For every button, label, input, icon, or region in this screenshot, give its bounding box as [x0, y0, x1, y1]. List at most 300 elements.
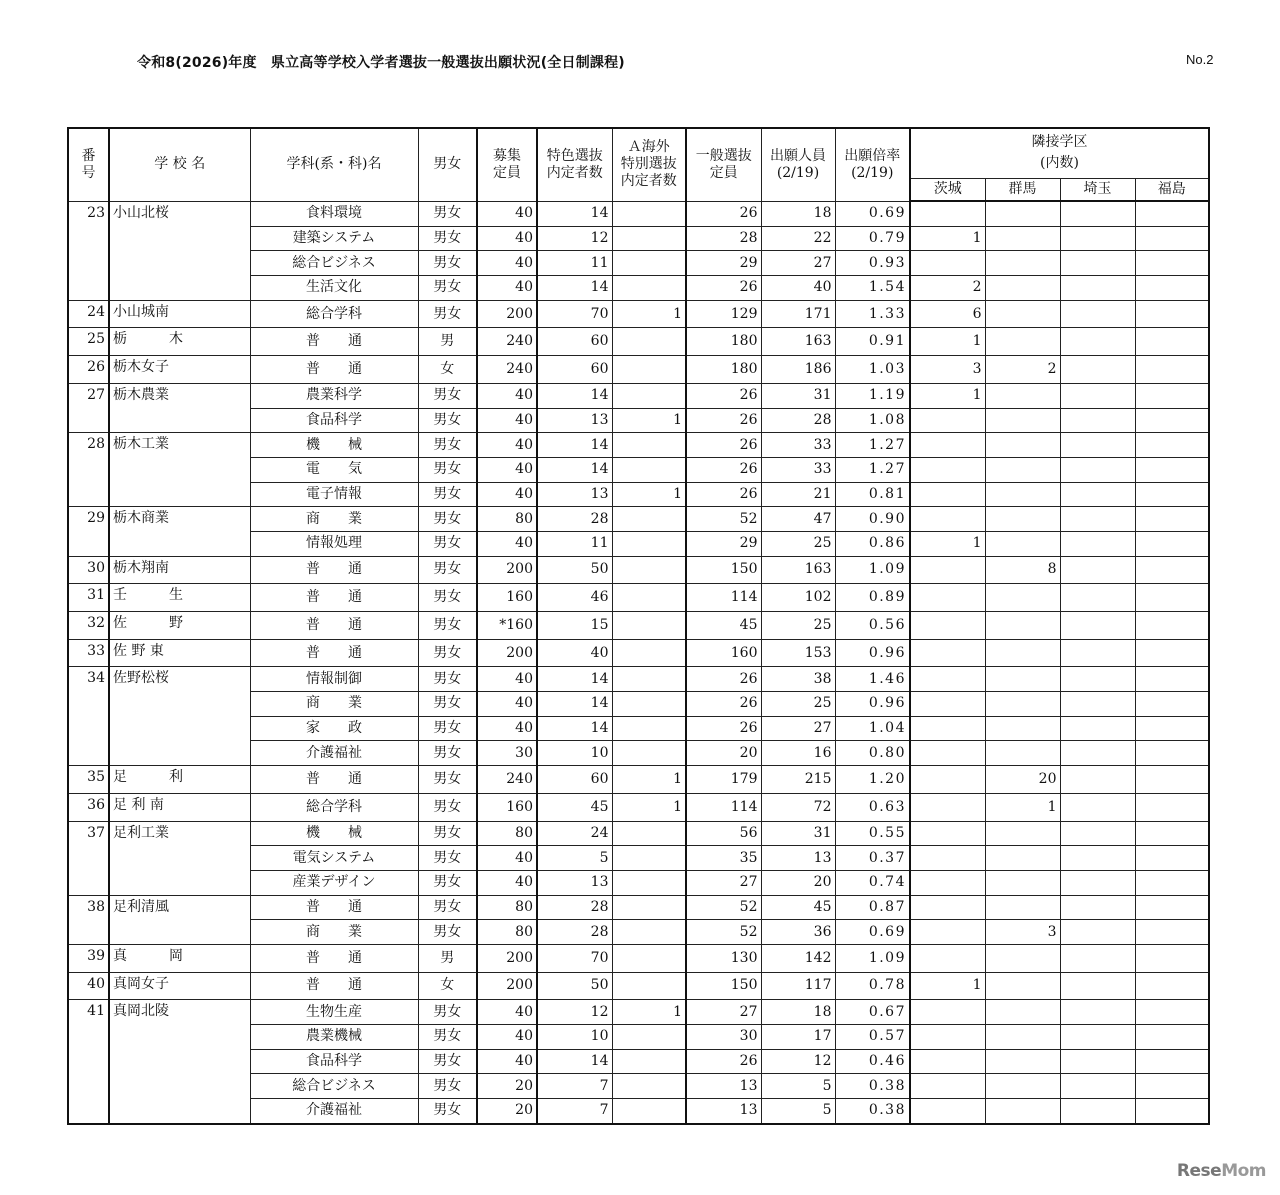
cell-fukushima	[1135, 692, 1209, 717]
school-name: 足 利	[109, 766, 250, 794]
cell-fukushima	[1135, 870, 1209, 895]
cell-tokushoku: 60	[537, 328, 612, 356]
cell-capacity: 40	[477, 201, 537, 226]
cell-capacity: 40	[477, 226, 537, 251]
cell-saitama	[1060, 1099, 1135, 1124]
cell-tokushoku: 14	[537, 433, 612, 458]
cell-fukushima	[1135, 300, 1209, 328]
cell-fukushima	[1135, 716, 1209, 741]
cell-sex: 男女	[418, 276, 477, 301]
cell-applicants: 47	[761, 507, 835, 532]
cell-applicants: 17	[761, 1025, 835, 1050]
cell-tokushoku: 14	[537, 716, 612, 741]
cell-ibaraki	[910, 870, 985, 895]
cell-tokushoku: 60	[537, 766, 612, 794]
cell-applicants: 18	[761, 201, 835, 226]
cell-sex: 男女	[418, 507, 477, 532]
cell-applicants: 186	[761, 356, 835, 384]
cell-ibaraki	[910, 639, 985, 667]
cell-kaigai	[612, 457, 686, 482]
table-row	[68, 556, 1209, 584]
cell-sex: 男女	[418, 766, 477, 794]
cell-saitama	[1060, 895, 1135, 920]
cell-kaigai: 1	[612, 482, 686, 507]
cell-sex: 男女	[418, 846, 477, 871]
cell-tokushoku: 50	[537, 556, 612, 584]
cell-kaigai	[612, 846, 686, 871]
cell-capacity: 40	[477, 846, 537, 871]
cell-department: 普 通	[250, 639, 418, 667]
cell-ibaraki	[910, 821, 985, 846]
cell-ibaraki	[910, 584, 985, 612]
table-row	[68, 584, 1209, 612]
cell-ippan-capacity: 150	[686, 556, 761, 584]
cell-ratio: 0.57	[835, 1025, 910, 1050]
school-name: 真岡女子	[109, 972, 250, 1000]
cell-department: 食品科学	[250, 1049, 418, 1074]
cell-ibaraki: 1	[910, 226, 985, 251]
cell-capacity: 80	[477, 895, 537, 920]
cell-gunma: 8	[985, 556, 1060, 584]
cell-sex: 男女	[418, 1025, 477, 1050]
cell-fukushima	[1135, 766, 1209, 794]
application-status-table	[67, 127, 1210, 1125]
cell-tokushoku: 70	[537, 300, 612, 328]
cell-kaigai: 1	[612, 766, 686, 794]
cell-applicants: 22	[761, 226, 835, 251]
cell-tokushoku: 12	[537, 226, 612, 251]
cell-gunma	[985, 531, 1060, 556]
cell-gunma	[985, 1099, 1060, 1124]
cell-saitama	[1060, 1049, 1135, 1074]
cell-department: 機 械	[250, 821, 418, 846]
cell-ibaraki: 1	[910, 328, 985, 356]
cell-ippan-capacity: 26	[686, 667, 761, 692]
cell-gunma	[985, 507, 1060, 532]
cell-gunma	[985, 251, 1060, 276]
cell-gunma	[985, 226, 1060, 251]
cell-gunma	[985, 383, 1060, 408]
school-number: 32	[68, 612, 109, 640]
cell-gunma	[985, 716, 1060, 741]
cell-ratio: 0.37	[835, 846, 910, 871]
cell-ratio: 0.46	[835, 1049, 910, 1074]
cell-capacity: 40	[477, 408, 537, 433]
cell-fukushima	[1135, 895, 1209, 920]
cell-department: 普 通	[250, 895, 418, 920]
cell-capacity: 240	[477, 328, 537, 356]
school-name: 栃木工業	[109, 433, 250, 507]
cell-ibaraki	[910, 692, 985, 717]
cell-applicants: 25	[761, 612, 835, 640]
cell-sex: 男女	[418, 612, 477, 640]
school-name: 栃 木	[109, 328, 250, 356]
cell-ippan-capacity: 129	[686, 300, 761, 328]
table-row	[68, 383, 1209, 408]
cell-ippan-capacity: 114	[686, 793, 761, 821]
cell-applicants: 16	[761, 741, 835, 766]
cell-saitama	[1060, 356, 1135, 384]
cell-capacity: 20	[477, 1074, 537, 1099]
cell-ippan-capacity: 26	[686, 408, 761, 433]
cell-ibaraki	[910, 846, 985, 871]
school-number: 29	[68, 507, 109, 556]
cell-ratio: 0.93	[835, 251, 910, 276]
cell-fukushima	[1135, 1049, 1209, 1074]
cell-kaigai	[612, 226, 686, 251]
cell-gunma	[985, 201, 1060, 226]
cell-department: 普 通	[250, 556, 418, 584]
cell-tokushoku: 28	[537, 895, 612, 920]
cell-fukushima	[1135, 328, 1209, 356]
cell-applicants: 28	[761, 408, 835, 433]
school-name: 栃木農業	[109, 383, 250, 432]
cell-saitama	[1060, 741, 1135, 766]
school-name: 小山城南	[109, 300, 250, 328]
cell-sex: 男	[418, 944, 477, 972]
cell-sex: 男女	[418, 201, 477, 226]
cell-ibaraki	[910, 251, 985, 276]
cell-fukushima	[1135, 556, 1209, 584]
cell-department: 建築システム	[250, 226, 418, 251]
cell-tokushoku: 40	[537, 639, 612, 667]
cell-kaigai	[612, 383, 686, 408]
cell-capacity: 40	[477, 1000, 537, 1025]
cell-department: 総合学科	[250, 793, 418, 821]
cell-applicants: 31	[761, 821, 835, 846]
cell-applicants: 45	[761, 895, 835, 920]
cell-ratio: 0.79	[835, 226, 910, 251]
cell-ratio: 0.96	[835, 639, 910, 667]
cell-ratio: 1.20	[835, 766, 910, 794]
school-number: 36	[68, 793, 109, 821]
header-capacity: 募集 定員	[477, 128, 537, 201]
cell-applicants: 5	[761, 1074, 835, 1099]
cell-gunma	[985, 1025, 1060, 1050]
cell-ibaraki: 1	[910, 383, 985, 408]
cell-ippan-capacity: 52	[686, 895, 761, 920]
cell-tokushoku: 10	[537, 741, 612, 766]
cell-gunma	[985, 1000, 1060, 1025]
cell-tokushoku: 14	[537, 276, 612, 301]
cell-ibaraki	[910, 201, 985, 226]
cell-ippan-capacity: 56	[686, 821, 761, 846]
cell-ratio: 0.74	[835, 870, 910, 895]
cell-department: 農業機械	[250, 1025, 418, 1050]
cell-capacity: 200	[477, 556, 537, 584]
cell-department: 電子情報	[250, 482, 418, 507]
school-number: 30	[68, 556, 109, 584]
cell-capacity: *160	[477, 612, 537, 640]
cell-kaigai	[612, 612, 686, 640]
cell-applicants: 21	[761, 482, 835, 507]
cell-sex: 男女	[418, 457, 477, 482]
cell-applicants: 27	[761, 251, 835, 276]
cell-ippan-capacity: 26	[686, 383, 761, 408]
cell-ratio: 0.69	[835, 920, 910, 945]
cell-tokushoku: 14	[537, 201, 612, 226]
cell-ratio: 1.04	[835, 716, 910, 741]
table-row	[68, 944, 1209, 972]
cell-ibaraki	[910, 408, 985, 433]
cell-capacity: 240	[477, 766, 537, 794]
school-number: 34	[68, 667, 109, 766]
school-number: 37	[68, 821, 109, 895]
cell-ratio: 1.33	[835, 300, 910, 328]
table-row	[68, 201, 1209, 226]
cell-tokushoku: 7	[537, 1099, 612, 1124]
cell-kaigai	[612, 1099, 686, 1124]
cell-saitama	[1060, 226, 1135, 251]
cell-ippan-capacity: 28	[686, 226, 761, 251]
school-number: 35	[68, 766, 109, 794]
cell-applicants: 171	[761, 300, 835, 328]
cell-ippan-capacity: 13	[686, 1074, 761, 1099]
school-name: 足 利 南	[109, 793, 250, 821]
cell-applicants: 12	[761, 1049, 835, 1074]
cell-saitama	[1060, 1025, 1135, 1050]
cell-capacity: 20	[477, 1099, 537, 1124]
cell-fukushima	[1135, 201, 1209, 226]
cell-capacity: 160	[477, 793, 537, 821]
cell-ratio: 0.89	[835, 584, 910, 612]
cell-tokushoku: 10	[537, 1025, 612, 1050]
school-name: 小山北桜	[109, 201, 250, 300]
cell-sex: 男女	[418, 251, 477, 276]
cell-applicants: 31	[761, 383, 835, 408]
cell-applicants: 163	[761, 328, 835, 356]
school-name: 佐 野	[109, 612, 250, 640]
cell-department: 普 通	[250, 584, 418, 612]
cell-saitama	[1060, 920, 1135, 945]
cell-department: 普 通	[250, 766, 418, 794]
header-ippan-capacity: 一般選抜 定員	[686, 128, 761, 201]
cell-ratio: 1.19	[835, 383, 910, 408]
cell-gunma	[985, 692, 1060, 717]
cell-fukushima	[1135, 920, 1209, 945]
cell-ibaraki	[910, 667, 985, 692]
cell-ippan-capacity: 13	[686, 1099, 761, 1124]
cell-kaigai	[612, 1074, 686, 1099]
cell-ippan-capacity: 180	[686, 356, 761, 384]
cell-capacity: 40	[477, 433, 537, 458]
cell-ratio: 0.90	[835, 507, 910, 532]
cell-capacity: 200	[477, 300, 537, 328]
school-number: 31	[68, 584, 109, 612]
cell-saitama	[1060, 408, 1135, 433]
cell-ratio: 1.09	[835, 944, 910, 972]
cell-fukushima	[1135, 433, 1209, 458]
cell-tokushoku: 11	[537, 531, 612, 556]
cell-kaigai	[612, 201, 686, 226]
cell-sex: 男女	[418, 584, 477, 612]
cell-ippan-capacity: 52	[686, 920, 761, 945]
school-name: 佐野松桜	[109, 667, 250, 766]
cell-sex: 男女	[418, 1000, 477, 1025]
header-number: 番 号	[68, 128, 109, 201]
cell-fukushima	[1135, 276, 1209, 301]
cell-tokushoku: 45	[537, 793, 612, 821]
cell-saitama	[1060, 716, 1135, 741]
cell-fukushima	[1135, 457, 1209, 482]
cell-ratio: 0.96	[835, 692, 910, 717]
school-number: 41	[68, 1000, 109, 1124]
table-row	[68, 972, 1209, 1000]
school-number: 24	[68, 300, 109, 328]
header-neighbor-district: 隣接学区 (内数)	[910, 128, 1209, 179]
cell-sex: 男女	[418, 920, 477, 945]
cell-tokushoku: 28	[537, 920, 612, 945]
cell-capacity: 40	[477, 1025, 537, 1050]
table-row	[68, 793, 1209, 821]
cell-kaigai	[612, 944, 686, 972]
cell-ratio: 0.86	[835, 531, 910, 556]
cell-tokushoku: 7	[537, 1074, 612, 1099]
cell-gunma	[985, 895, 1060, 920]
cell-applicants: 40	[761, 276, 835, 301]
cell-kaigai	[612, 276, 686, 301]
school-name: 真岡北陵	[109, 1000, 250, 1124]
header-applicants: 出願人員 (2/19)	[761, 128, 835, 201]
cell-saitama	[1060, 846, 1135, 871]
cell-saitama	[1060, 821, 1135, 846]
cell-ratio: 0.87	[835, 895, 910, 920]
cell-saitama	[1060, 667, 1135, 692]
cell-ibaraki	[910, 1099, 985, 1124]
cell-applicants: 163	[761, 556, 835, 584]
cell-saitama	[1060, 433, 1135, 458]
cell-sex: 男女	[418, 793, 477, 821]
cell-ibaraki	[910, 457, 985, 482]
cell-ibaraki	[910, 895, 985, 920]
header-gunma: 群馬	[985, 179, 1060, 202]
cell-fukushima	[1135, 226, 1209, 251]
cell-saitama	[1060, 766, 1135, 794]
cell-applicants: 33	[761, 457, 835, 482]
cell-capacity: 40	[477, 457, 537, 482]
cell-saitama	[1060, 201, 1135, 226]
cell-ibaraki	[910, 482, 985, 507]
cell-department: 生物生産	[250, 1000, 418, 1025]
cell-capacity: 160	[477, 584, 537, 612]
cell-saitama	[1060, 482, 1135, 507]
cell-ibaraki	[910, 433, 985, 458]
table-row	[68, 766, 1209, 794]
cell-fukushima	[1135, 1099, 1209, 1124]
cell-ibaraki	[910, 1000, 985, 1025]
cell-department: 総合ビジネス	[250, 1074, 418, 1099]
cell-fukushima	[1135, 944, 1209, 972]
cell-saitama	[1060, 584, 1135, 612]
cell-tokushoku: 11	[537, 251, 612, 276]
cell-kaigai	[612, 692, 686, 717]
cell-gunma	[985, 408, 1060, 433]
cell-kaigai	[612, 972, 686, 1000]
cell-ippan-capacity: 29	[686, 531, 761, 556]
cell-kaigai	[612, 433, 686, 458]
cell-department: 食品科学	[250, 408, 418, 433]
cell-applicants: 38	[761, 667, 835, 692]
cell-sex: 男女	[418, 1049, 477, 1074]
cell-saitama	[1060, 507, 1135, 532]
cell-ratio: 0.91	[835, 328, 910, 356]
school-number: 26	[68, 356, 109, 384]
cell-gunma	[985, 846, 1060, 871]
cell-sex: 男女	[418, 639, 477, 667]
cell-ibaraki	[910, 716, 985, 741]
cell-department: 介護福祉	[250, 1099, 418, 1124]
header-fukushima: 福島	[1135, 179, 1209, 202]
cell-applicants: 20	[761, 870, 835, 895]
cell-ippan-capacity: 160	[686, 639, 761, 667]
document-title: 令和8(2026)年度 県立高等学校入学者選抜一般選抜出願状況(全日制課程)	[137, 55, 625, 71]
table-row	[68, 300, 1209, 328]
cell-capacity: 200	[477, 972, 537, 1000]
school-name: 栃木商業	[109, 507, 250, 556]
cell-gunma	[985, 741, 1060, 766]
cell-tokushoku: 14	[537, 1049, 612, 1074]
cell-applicants: 25	[761, 692, 835, 717]
cell-ippan-capacity: 35	[686, 846, 761, 871]
cell-saitama	[1060, 870, 1135, 895]
cell-gunma: 20	[985, 766, 1060, 794]
cell-ippan-capacity: 27	[686, 870, 761, 895]
cell-applicants: 117	[761, 972, 835, 1000]
cell-applicants: 142	[761, 944, 835, 972]
cell-applicants: 102	[761, 584, 835, 612]
resemom-watermark-logo: ReseMom	[1176, 1161, 1266, 1181]
cell-gunma	[985, 972, 1060, 1000]
cell-tokushoku: 14	[537, 667, 612, 692]
cell-department: 食料環境	[250, 201, 418, 226]
cell-department: 電 気	[250, 457, 418, 482]
cell-fukushima	[1135, 846, 1209, 871]
header-ratio: 出願倍率 (2/19)	[835, 128, 910, 201]
cell-applicants: 5	[761, 1099, 835, 1124]
cell-fukushima	[1135, 1000, 1209, 1025]
cell-fukushima	[1135, 356, 1209, 384]
cell-fukushima	[1135, 667, 1209, 692]
cell-sex: 男女	[418, 383, 477, 408]
cell-gunma	[985, 1049, 1060, 1074]
cell-fukushima	[1135, 531, 1209, 556]
cell-fukushima	[1135, 612, 1209, 640]
cell-saitama	[1060, 328, 1135, 356]
cell-saitama	[1060, 531, 1135, 556]
cell-sex: 女	[418, 356, 477, 384]
cell-ippan-capacity: 150	[686, 972, 761, 1000]
cell-ippan-capacity: 45	[686, 612, 761, 640]
cell-applicants: 72	[761, 793, 835, 821]
cell-tokushoku: 15	[537, 612, 612, 640]
school-name: 真 岡	[109, 944, 250, 972]
cell-ippan-capacity: 26	[686, 201, 761, 226]
cell-ibaraki	[910, 1074, 985, 1099]
cell-sex: 男女	[418, 1099, 477, 1124]
cell-sex: 男女	[418, 1074, 477, 1099]
cell-kaigai	[612, 1025, 686, 1050]
cell-department: 普 通	[250, 944, 418, 972]
header-school-name: 学 校 名	[109, 128, 250, 201]
cell-department: 介護福祉	[250, 741, 418, 766]
school-name: 佐 野 東	[109, 639, 250, 667]
header-sex: 男女	[418, 128, 477, 201]
table-row	[68, 507, 1209, 532]
cell-sex: 男	[418, 328, 477, 356]
cell-capacity: 40	[477, 383, 537, 408]
cell-ippan-capacity: 26	[686, 433, 761, 458]
cell-tokushoku: 28	[537, 507, 612, 532]
